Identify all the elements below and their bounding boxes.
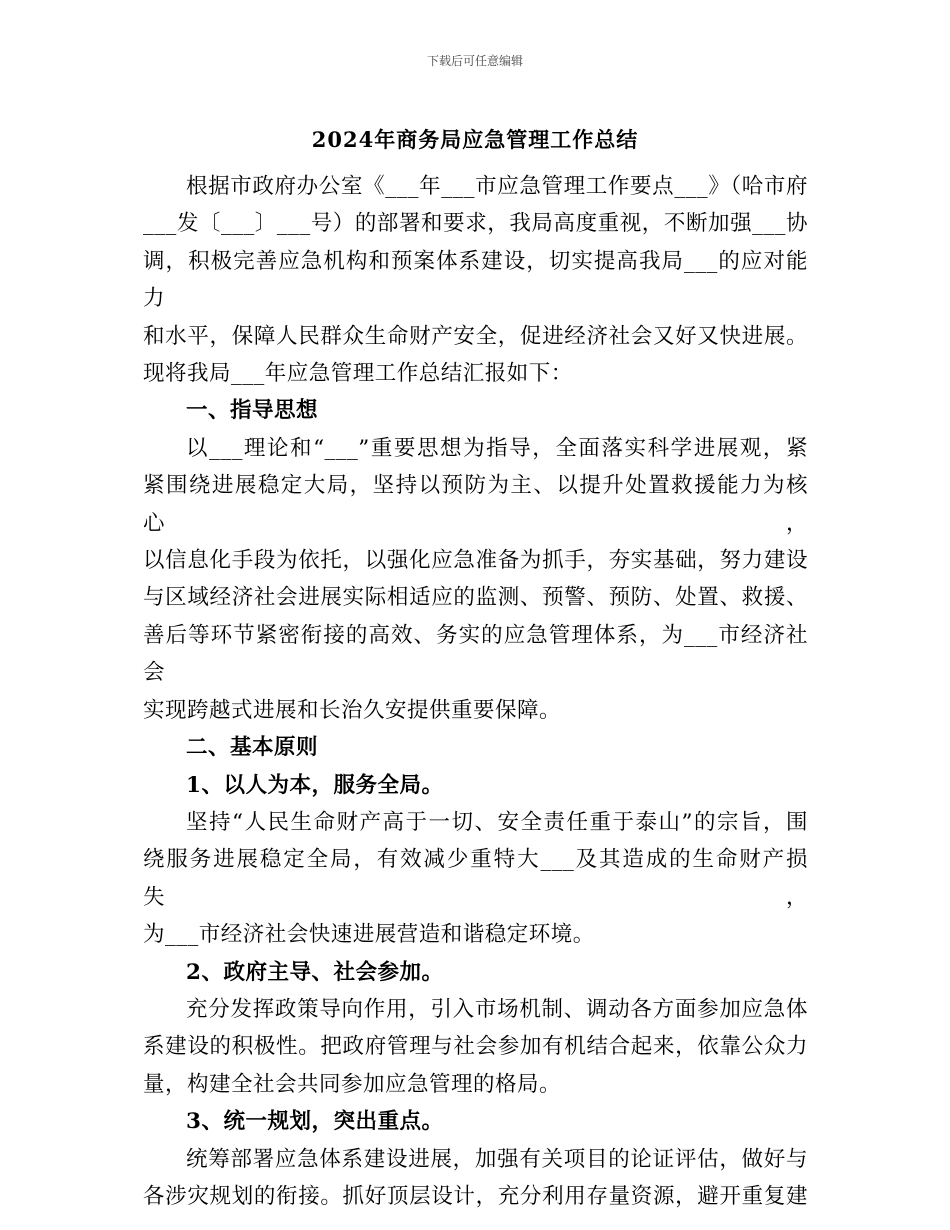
paragraph-line: 实现跨越式进展和长治久安提供重要保障。 (143, 697, 562, 723)
paragraph-line: 与区域经济社会进展实际相适应的监测、预警、预防、处置、救援、 (143, 585, 808, 611)
paragraph-line: 系建设的积极性。把政府管理与社会参加有机结合起来，依靠公众力 (143, 1034, 808, 1060)
section-heading: 二、基本原则 (186, 735, 319, 761)
page-header-note: 下载后可任意编辑 (426, 54, 523, 68)
paragraph-line: 充分发挥政策导向作用，引入市场机制、调动各方面参加应急体 (186, 996, 808, 1022)
subsection-heading: 1、以人为本，服务全局。 (186, 772, 444, 798)
paragraph-line: 为___市经济社会快速进展营造和谐稳定环境。 (143, 922, 595, 948)
subsection-heading: 2、政府主导、社会参加。 (186, 959, 444, 985)
subsection-heading: 3、统一规划，突出重点。 (186, 1109, 444, 1135)
paragraph-line: 统筹部署应急体系建设进展，加强有关项目的论证评估，做好与 (186, 1146, 808, 1172)
paragraph-line: 量，构建全社会共同参加应急管理的格局。 (143, 1071, 562, 1097)
paragraph-line: 根据市政府办公室《___年___市应急管理工作要点___》（哈市府 (186, 174, 808, 199)
paragraph-line: 调，积极完善应急机构和预案体系建设，切实提高我局___的应对能力 (143, 248, 808, 312)
paragraph-line: 紧围绕进展稳定大局，坚持以预防为主、以提升处置救援能力为核心， (143, 473, 808, 536)
document-title: 2024年商务局应急管理工作总结 (311, 127, 639, 152)
paragraph-line: 现将我局___年应急管理工作总结汇报如下： (143, 361, 573, 387)
paragraph-line: 以信息化手段为依托，以强化应急准备为抓手，夯实基础，努力建设 (143, 548, 808, 574)
paragraph-line: 坚持“人民生命财产高于一切、安全责任重于泰山”的宗旨，围 (186, 809, 808, 835)
paragraph-line: ___发〔___〕___号）的部署和要求，我局高度重视，不断加强___协 (143, 211, 808, 237)
section-heading: 一、指导思想 (186, 398, 319, 424)
document-body (143, 168, 808, 1215)
paragraph-line: 各涉灾规划的衔接。抓好顶层设计，充分利用存量资源，避开重复建 (143, 1183, 808, 1209)
paragraph-line: 绕服务进展稳定全局，有效减少重特大___及其造成的生命财产损失， (143, 847, 808, 910)
paragraph-line: 善后等环节紧密衔接的高效、务实的应急管理体系，为___市经济社会 (143, 622, 808, 686)
paragraph-line: 以___理论和“___”重要思想为指导，全面落实科学进展观，紧 (186, 435, 808, 461)
paragraph-line: 和水平，保障人民群众生命财产安全，促进经济社会又好又快进展。 (143, 323, 808, 349)
